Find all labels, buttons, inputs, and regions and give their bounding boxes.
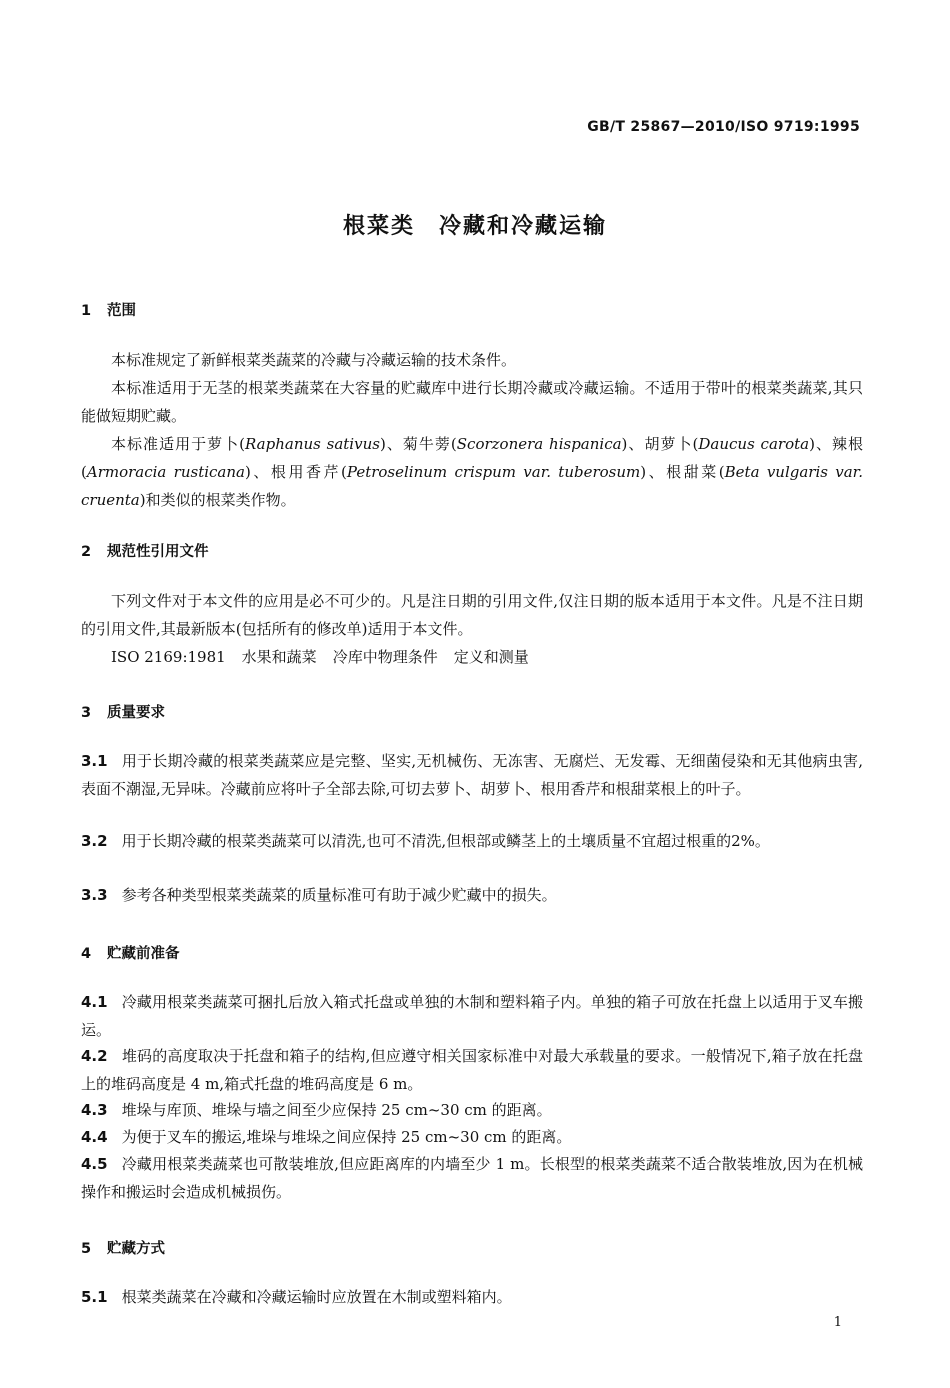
section-5-heading: 5 贮藏方式 (81, 1241, 165, 1257)
clause-5-1: 5.1 根菜类蔬菜在冷藏和冷藏运输时应放置在木制或塑料箱内。 (81, 1288, 512, 1306)
title-part-1: 根菜类 (342, 214, 415, 239)
section-2-paragraph-1: 下列文件对于本文件的应用是必不可少的。凡是注日期的引用文件,仅注日期的版本适用于本文件。凡是不注日期的引用文件,其最新版本(包括所有的修改单)适用于本文件。 (81, 592, 863, 638)
clause-4-2: 4.2 堆码的高度取决于托盘和箱子的结构,但应遵守相关国家标准中对最大承载量的要求。一般情况下,箱子放在托盘上的堆码高度是 4 m,箱式托盘的堆码高度是 6 m。 (81, 1047, 863, 1093)
clause-4-1: 4.1 冷藏用根菜类蔬菜可捆扎后放入箱式托盘或单独的木制和塑料箱子内。单独的箱子可放在托盘上以适用于叉车搬运。 (81, 993, 863, 1039)
section-1-heading: 1 范围 (81, 303, 136, 319)
page-number: 1 (833, 1315, 842, 1330)
section-1-paragraph-2: 本标准适用于无茎的根菜类蔬菜在大容量的贮藏库中进行长期冷藏或冷藏运输。不适用于带叶的根菜类蔬菜,其只能做短期贮藏。 (81, 379, 863, 425)
standard-code: GB/T 25867—2010/ISO 9719:1995 (587, 119, 860, 135)
section-1-paragraph-1: 本标准规定了新鲜根菜类蔬菜的冷藏与冷藏运输的技术条件。 (111, 351, 517, 369)
clause-4-5: 4.5 冷藏用根菜类蔬菜也可散装堆放,但应距离库的内墙至少 1 m。长根型的根菜类蔬菜不适合散装堆放,因为在机械操作和搬运时会造成机械损伤。 (81, 1155, 863, 1201)
section-3-heading: 3 质量要求 (81, 705, 165, 721)
clause-3-1: 3.1 用于长期冷藏的根菜类蔬菜应是完整、坚实,无机械伤、无冻害、无腐烂、无发霉、无细菌侵染和无其他病虫害,表面不潮湿,无异味。冷藏前应将叶子全部去除,可切去萝卜、胡萝卜、根用香芹和根甜菜根上的叶子。 (81, 752, 863, 798)
clause-3-3: 3.3 参考各种类型根菜类蔬菜的质量标准可有助于减少贮藏中的损失。 (81, 886, 557, 904)
section-4-heading: 4 贮藏前准备 (81, 946, 180, 962)
document-title (0, 209, 950, 240)
clause-3-2: 3.2 用于长期冷藏的根菜类蔬菜可以清洗,也可不清洗,但根部或鳞茎上的土壤质量不宜超过根重的2%。 (81, 832, 770, 850)
section-2-heading: 2 规范性引用文件 (81, 544, 209, 560)
section-1-paragraph-3: 本标准适用于萝卜(Raphanus sativus)、菊牛蒡(Scorzonera hispanica)、胡萝卜(Daucus carota)、辣根(Armoracia rusticana)、根用香芹(Petroselinum crispum var. tuberosum)、根甜菜(Beta vulgaris var. cruenta)和类似的根菜类作物。 (81, 435, 863, 509)
normative-reference: ISO 2169:1981 水果和蔬菜 冷库中物理条件 定义和测量 (111, 648, 529, 666)
clause-4-3: 4.3 堆垛与库顶、堆垛与墙之间至少应保持 25 cm~30 cm 的距离。 (81, 1101, 552, 1119)
clause-4-4: 4.4 为便于叉车的搬运,堆垛与堆垛之间应保持 25 cm~30 cm 的距离。 (81, 1128, 572, 1146)
title-part-2: 冷藏和冷藏运输 (439, 214, 608, 239)
